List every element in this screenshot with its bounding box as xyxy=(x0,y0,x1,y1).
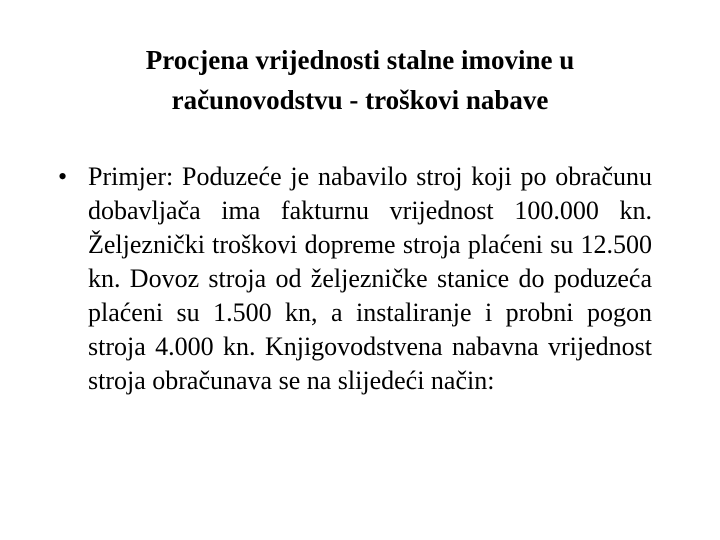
slide-title xyxy=(60,40,660,120)
title-line-2: računovodstvu - troškovi nabave xyxy=(171,85,549,115)
title-line-1: Procjena vrijednosti stalne imovine u xyxy=(145,45,575,75)
bullet-item xyxy=(52,160,652,398)
bullet-icon: • xyxy=(58,162,68,191)
bullet-text: Primjer: Poduzeće je nabavilo stroj koji po obračunu dobavljača ima fakturnu vrijednost 100.000 kn. Željeznički troškovi dopreme stroja plaćeni su 12.500 kn. Dovoz stroja od željezničke stanice do poduzeća plaćeni su 1.500 kn, a instaliranje i probni pogon stroja 4.000 kn. Knjigovodstvena nabavna vrijednost stroja obračunava se na slijedeći način: xyxy=(88,162,652,395)
slide-content xyxy=(52,160,652,398)
